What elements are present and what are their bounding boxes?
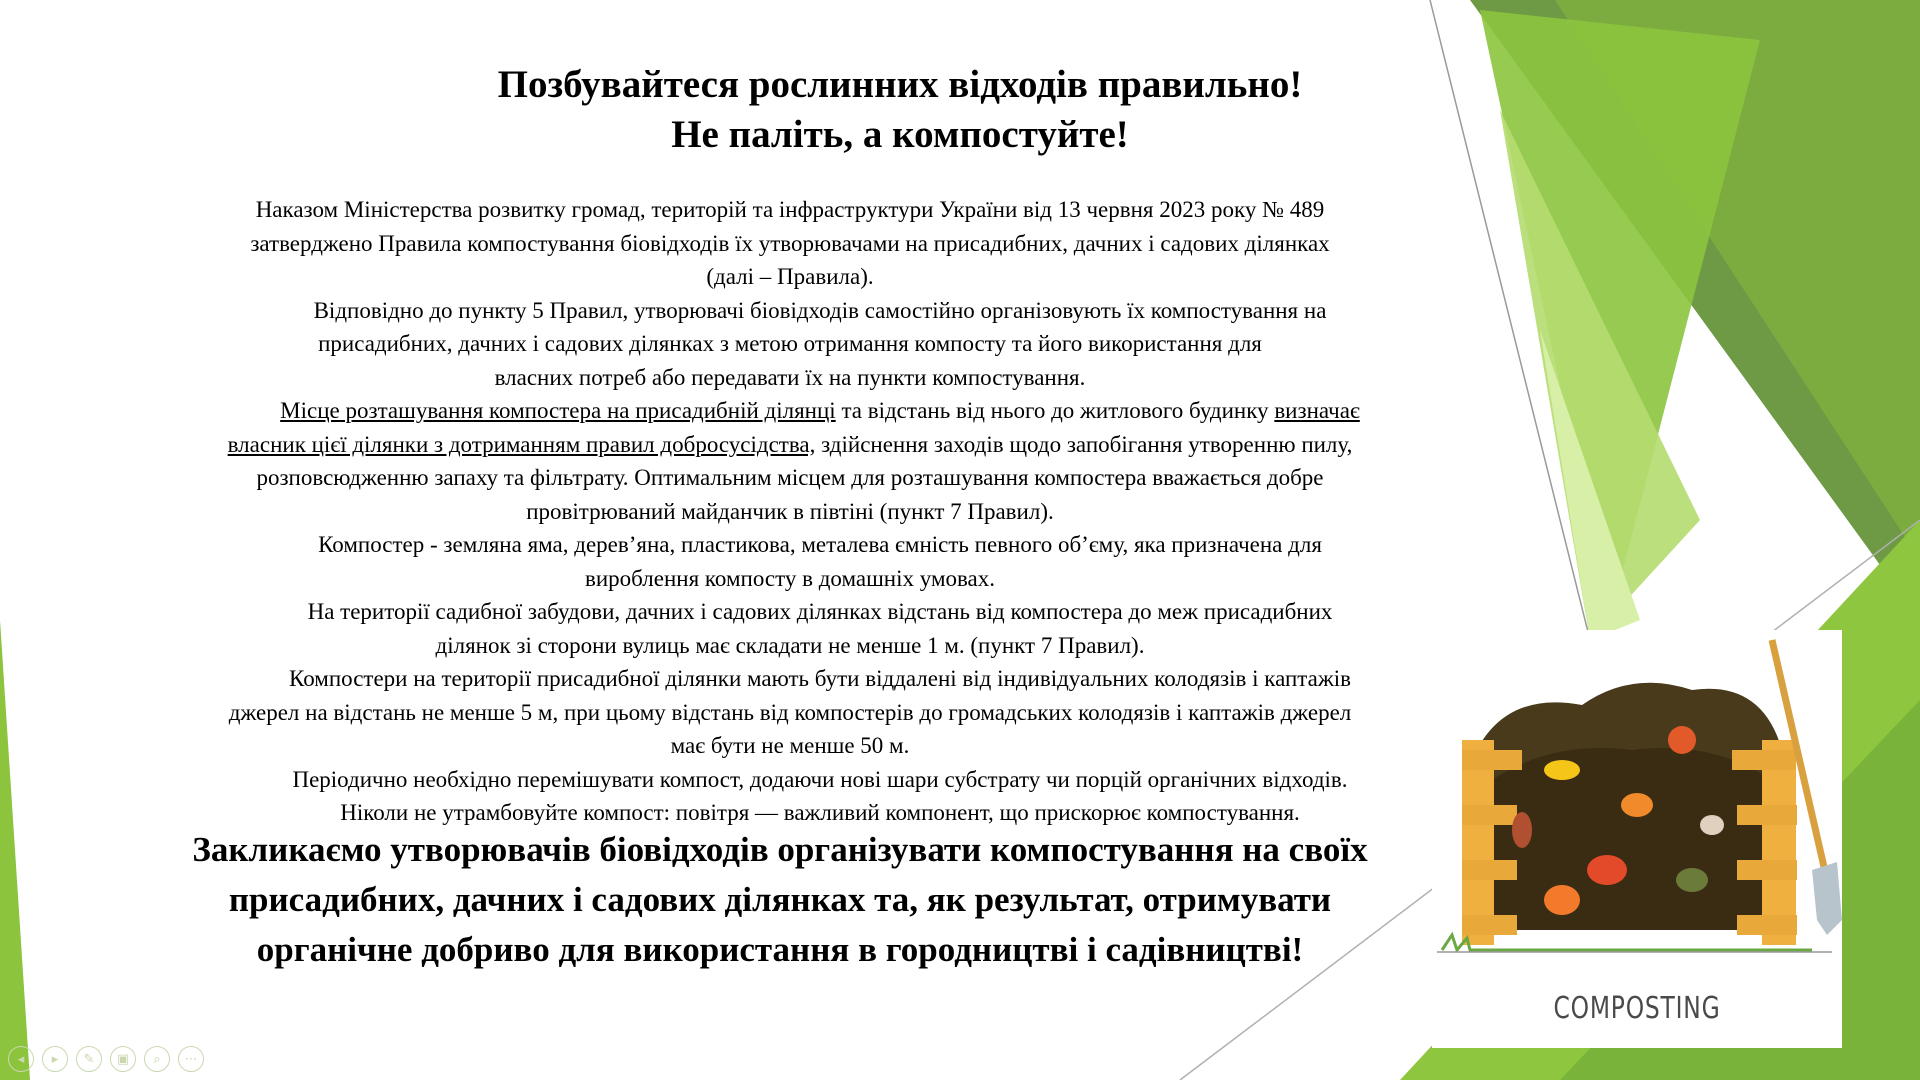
more-options-button[interactable] [178, 1046, 204, 1072]
paragraph-composter [140, 528, 1440, 595]
text-line: Відповідно до пункту 5 Правил, утворювачі біовідходів самостійно організовують їх компостування на [313, 297, 1327, 323]
text-line [140, 394, 1440, 428]
text-line: провітрюваний майданчик в півтіні (пункт 7 Правил). [526, 498, 1054, 524]
body-text [140, 193, 1440, 830]
text-line: присадибних, дачних і садових ділянках з метою отримання компосту та його використання для [318, 331, 1262, 356]
pen-icon: ✎ [83, 1051, 95, 1067]
slides-icon: ▣ [116, 1051, 130, 1067]
text-line [140, 428, 1440, 462]
paragraph-no-tamping: Ніколи не утрамбовуйте компост: повітря — важливий компонент, що прискорює компостування. [340, 800, 1300, 825]
underlined-text: власник цієї ділянки з дотриманням правил добросусідства, [227, 431, 816, 457]
text-line: власних потреб або передавати їх на пункти компостування. [494, 364, 1086, 390]
text-line: має бути не менше 50 м. [670, 733, 910, 758]
magnifier-icon: ⌕ [153, 1051, 161, 1067]
compost-bin-image [1432, 630, 1842, 970]
text-line: джерел на відстань не менше 5 м, при цьому відстань від компостерів до громадських колодязів і каптажів джерел [228, 699, 1352, 725]
arrow-right-icon: ▸ [51, 1051, 59, 1067]
slideshow-controls [8, 1046, 204, 1072]
appeal-line: Закликаємо утворювачів біовідходів організувати компостування на своїх [192, 830, 1368, 869]
composting-illustration [1432, 630, 1842, 1048]
underlined-text: Місце розташування компостера на присадибній ділянці [280, 398, 836, 423]
pen-tool-button[interactable] [76, 1046, 102, 1072]
paragraph-mixing: Періодично необхідно перемішувати компост, додаючи нові шари субстрату чи порцій органічних відходів. [292, 766, 1348, 792]
composting-caption: COMPOSTING [1553, 991, 1721, 1026]
paragraph-location [140, 394, 1440, 528]
text-line: Компостери на території присадибної ділянки мають бути віддалені від індивідуальних колодязів і каптажів [289, 666, 1351, 691]
arrow-left-icon: ◂ [17, 1051, 25, 1067]
next-slide-button[interactable] [42, 1046, 68, 1072]
text-span: здійснення заходів щодо запобігання утворенню пилу, [815, 431, 1353, 457]
paragraph-point5 [140, 294, 1440, 395]
more-icon: ⋯ [184, 1051, 198, 1067]
title-line-1: Позбувайтеся рослинних відходів правильно! [497, 63, 1303, 106]
underlined-text: визначає [1274, 398, 1360, 423]
text-span: та відстань від нього до житлового будинку [835, 398, 1275, 423]
text-line: розповсюдженню запаху та фільтрату. Оптимальним місцем для розташування компостера вважається добре [256, 465, 1324, 490]
paragraph-distance-wells [140, 662, 1440, 763]
text-line: (далі – Правила). [706, 264, 874, 289]
appeal-line: органічне добриво для використання в городництві і садівництві! [256, 930, 1304, 969]
text-line: вироблення компосту в домашніх умовах. [584, 565, 996, 591]
text-line: Наказом Міністерства розвитку громад, територій та інфраструктури України від 13 червня 2023 року № 489 [255, 197, 1325, 222]
paragraph-distance-streets [140, 595, 1440, 662]
previous-slide-button[interactable] [8, 1046, 34, 1072]
text-line: Компостер - земляна яма, дерев’яна, пластикова, металева ємність певного об’єму, яка призначена для [318, 532, 1322, 557]
appeal-line: присадибних, дачних і садових ділянках та, як результат, отримувати [228, 880, 1332, 919]
text-line: ділянок зі сторони вулиць має складати не менше 1 м. (пункт 7 Правил). [435, 632, 1145, 658]
text-line: На території садибної забудови, дачних і садових ділянках відстань від компостера до меж присадибних [307, 599, 1333, 624]
title-line-2: Не паліть, а компостуйте! [671, 113, 1129, 156]
see-all-slides-button[interactable] [110, 1046, 136, 1072]
paragraph-order [140, 193, 1440, 294]
appeal-text [150, 825, 1410, 975]
text-line: затверджено Правила компостування біовідходів їх утворювачами на присадибних, дачних і садових ділянках [250, 230, 1330, 256]
zoom-button[interactable] [144, 1046, 170, 1072]
